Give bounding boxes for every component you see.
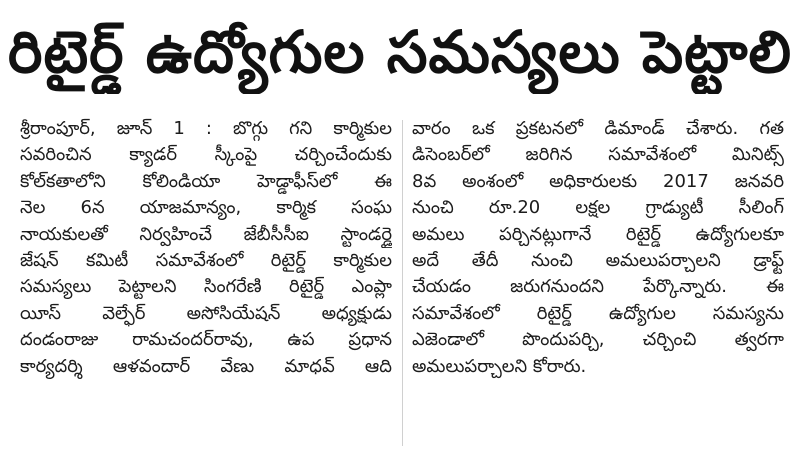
text-line: డిసెంబర్‌లో జరిగిన సమావేశంలో మినిట్స్ (412, 144, 784, 166)
text-line: అదే తేదీ నుంచి అమలుపర్చాలని డ్రాఫ్ట్ (412, 249, 784, 271)
text-line: జేషన్ కమిటీ సమావేశంలో రిటైర్డ్ కార్మికుల (20, 249, 392, 271)
text-line: నాయకులతో నిర్వహించే జేబీసీసీఐ స్టాండర్డై (20, 223, 392, 245)
text-line: కార్యదర్శి ఆళవందార్ వేణు మాధవ్ ఆది (20, 355, 392, 377)
text-line: దండంరాజు రామచందర్‌రావు, ఉప ప్రధాన (20, 329, 392, 351)
text-line: నుంచి రూ.20 లక్షల గ్రాడ్యుటీ సీలింగ్ (412, 197, 784, 219)
text-line: నెల 6న యాజమాన్యం, కార్మిక సంఘ (20, 197, 392, 219)
text-line: 8వ అంశంలో అధికారులకు 2017 జనవరి (412, 170, 784, 192)
text-line: ఎజెండాలో పొందుపర్చి, చర్చించి త్వరగా (412, 329, 784, 351)
text-line: శ్రీరాంపూర్, జూన్ 1 : బొగ్గు గని కార్మికుల (20, 118, 392, 139)
text-line: సమావేశంలో రిటైర్డ్ ఉద్యోగుల సమస్యను (412, 302, 784, 324)
article-body (20, 116, 784, 450)
text-line: వారం ఒక ప్రకటనలో డిమాండ్ చేశారు. గత (412, 118, 784, 139)
headline: రిటైర్డ్ ఉద్యోగుల సమస్యలు పెట్టాలి (8, 18, 792, 86)
text-line: అమలుపర్చాలని కోరారు. (412, 355, 587, 377)
text-line: అమలు పర్చినట్లుగానే రిటైర్డ్ ఉద్యోగులకూ (412, 223, 784, 245)
text-line: యీస్ వెల్ఫేర్ అసోసియేషన్ అధ్యక్షుడు (20, 302, 392, 324)
text-line: సమస్యలు పెట్టాలని సింగరేణి రిటైర్డ్ ఎంప్లా (20, 276, 392, 298)
left-column (20, 116, 392, 450)
text-line: సవరించిన క్యాడర్ స్కీంపై చర్చించేందుకు (20, 144, 392, 166)
text-line: చేయడం జరుగనుందని పేర్కొన్నారు. ఈ (412, 276, 784, 298)
right-column (412, 116, 784, 450)
text-line: కోల్‌కతాలోని కోలిండియా హెడ్డాఫీస్‌లో ఈ (20, 170, 392, 192)
